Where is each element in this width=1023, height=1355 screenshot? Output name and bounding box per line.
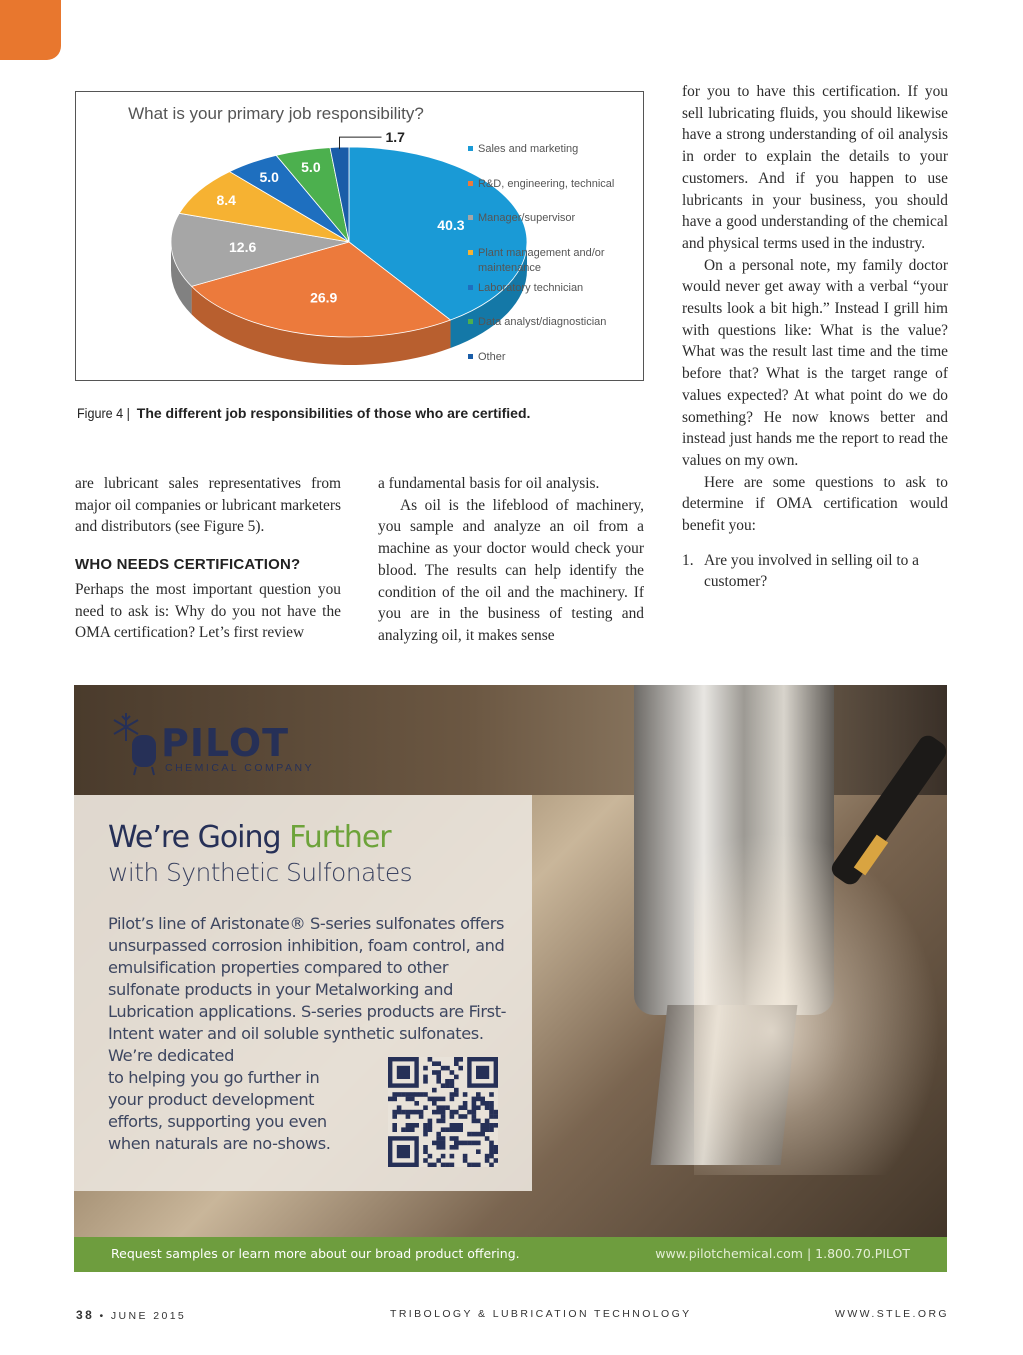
article-column-1 — [75, 473, 341, 644]
legend-item — [468, 246, 628, 276]
legend-swatch — [468, 285, 473, 290]
footer-magazine-title: TRIBOLOGY & LUBRICATION TECHNOLOGY — [390, 1308, 692, 1320]
paragraph: As oil is the lifeblood of machinery, you sample and analyze an oil from a machine as your doctor would check your blood. The results can help identify the condition of the oil and the machinery. If you are in the business of testing and analyzing oil, it makes sense — [378, 496, 644, 644]
pie-value-label: 26.9 — [310, 289, 338, 306]
paragraph: are lubricant sales representatives from major oil companies or lubricant marketers and distributors (see Figure 5). — [75, 475, 341, 536]
legend-swatch — [468, 181, 473, 186]
footer-page-info — [76, 1308, 186, 1322]
legend-item — [468, 177, 628, 192]
pie-value-label: 12.6 — [229, 239, 257, 256]
pilot-logo — [108, 707, 328, 777]
ad-contact-bar — [74, 1237, 947, 1272]
snowflake-tank-icon — [108, 707, 158, 777]
legend-label-continued: maintenance — [478, 262, 541, 274]
paragraph: On a personal note, my family doctor would never get away with a verbal “your results look a bit high.” Instead I grill him with questions like: What is the value? What was the result last time and the time before that? What is the target range of values expected? At what point do we do something? He now knows better and instead just hands me the report to read the values on my own. — [682, 256, 948, 469]
pie-value-label: 40.3 — [437, 216, 465, 233]
headline-part: We’re Going — [108, 820, 281, 855]
ad-body-paragraph: to helping you go further in your product development efforts, supporting you even when naturals are no-shows. — [108, 1068, 331, 1153]
ad-text-panel — [74, 795, 532, 1191]
qr-code-icon[interactable] — [388, 1057, 498, 1167]
legend-item — [468, 281, 628, 296]
legend-item — [468, 211, 628, 226]
figure-4-chart — [75, 91, 644, 381]
legend-item — [468, 142, 628, 157]
legend-swatch — [468, 250, 473, 255]
ad-subheadline: with Synthetic Sulfonates — [108, 858, 413, 887]
legend-label: Manager/supervisor — [478, 212, 576, 224]
ad-contact-link[interactable]: www.pilotchemical.com | 1.800.70.PILOT — [655, 1246, 910, 1261]
list-number: 1. — [682, 551, 694, 569]
issue-date: • JUNE 2015 — [99, 1310, 187, 1322]
article-column-2 — [378, 473, 644, 647]
legend-swatch — [468, 354, 473, 359]
figure-label: Figure 4 | — [76, 405, 130, 421]
legend-swatch — [468, 215, 473, 220]
figure-caption — [74, 405, 530, 421]
legend-label: Sales and marketing — [478, 143, 579, 155]
footer-website[interactable]: WWW.STLE.ORG — [835, 1308, 949, 1320]
ad-cta-text: Request samples or learn more about our broad product offering. — [111, 1246, 520, 1261]
legend-swatch — [468, 146, 473, 151]
legend-item — [468, 315, 628, 330]
pie-chart — [76, 92, 643, 380]
section-heading: WHO NEEDS CERTIFICATION? — [75, 556, 301, 574]
list-text: Are you involved in selling oil to a customer? — [704, 551, 920, 591]
pie-value-label: 5.0 — [301, 158, 321, 175]
pie-value-label: 1.7 — [385, 129, 405, 146]
legend-label: Other — [478, 351, 506, 363]
pilot-chemical-ad[interactable] — [74, 685, 947, 1272]
paragraph: a fundamental basis for oil analysis. — [378, 475, 600, 492]
paragraph: Perhaps the most important question you need to ask is: Why do you not have the OMA certification? Let’s first review — [75, 580, 341, 642]
page-number: 38 — [76, 1308, 95, 1322]
legend-label: Plant management and/or — [478, 247, 605, 259]
legend-label: Data analyst/diagnostician — [478, 316, 607, 328]
pie-value-label: 8.4 — [216, 191, 236, 208]
coolant-spray-image — [694, 815, 947, 1175]
legend-item — [468, 350, 628, 365]
headline-accent: Further — [289, 820, 391, 855]
logo-subtitle: CHEMICAL COMPANY — [165, 762, 315, 774]
paragraph: for you to have this certification. If you sell lubricating fluids, you should likewise have a strong understanding of oil analysis in order to explain the details to your customers. And if you happen to use lubricants in your business, you should have a good understanding of the chemical and physical terms used in the industry. — [682, 83, 948, 252]
ad-body-paragraph: Pilot’s line of Aristonate® S-series sulfonates offers unsurpassed corrosion inhibition, foam control, and emulsification properties compared to other sulfonate products in your Metalworking and Lubrication applications. S-series products are First-Intent water and oil soluble synthetic sulfonates. We’re dedicated — [108, 914, 507, 1065]
ad-headline — [108, 820, 391, 855]
chart-title: What is your primary job responsibility? — [128, 104, 424, 123]
article-column-3 — [682, 81, 948, 593]
legend-swatch — [468, 319, 473, 324]
list-item — [682, 550, 948, 593]
section-tab — [0, 0, 61, 60]
legend-label: Laboratory technician — [478, 282, 584, 294]
legend-label: R&D, engineering, technical — [478, 178, 615, 190]
figure-description: The different job responsibilities of those who are certified. — [136, 405, 531, 421]
paragraph: Here are some questions to ask to determine if OMA certification would benefit you: — [682, 473, 948, 535]
pie-value-label: 5.0 — [259, 168, 279, 185]
logo-wordmark: PILOT — [161, 721, 290, 765]
